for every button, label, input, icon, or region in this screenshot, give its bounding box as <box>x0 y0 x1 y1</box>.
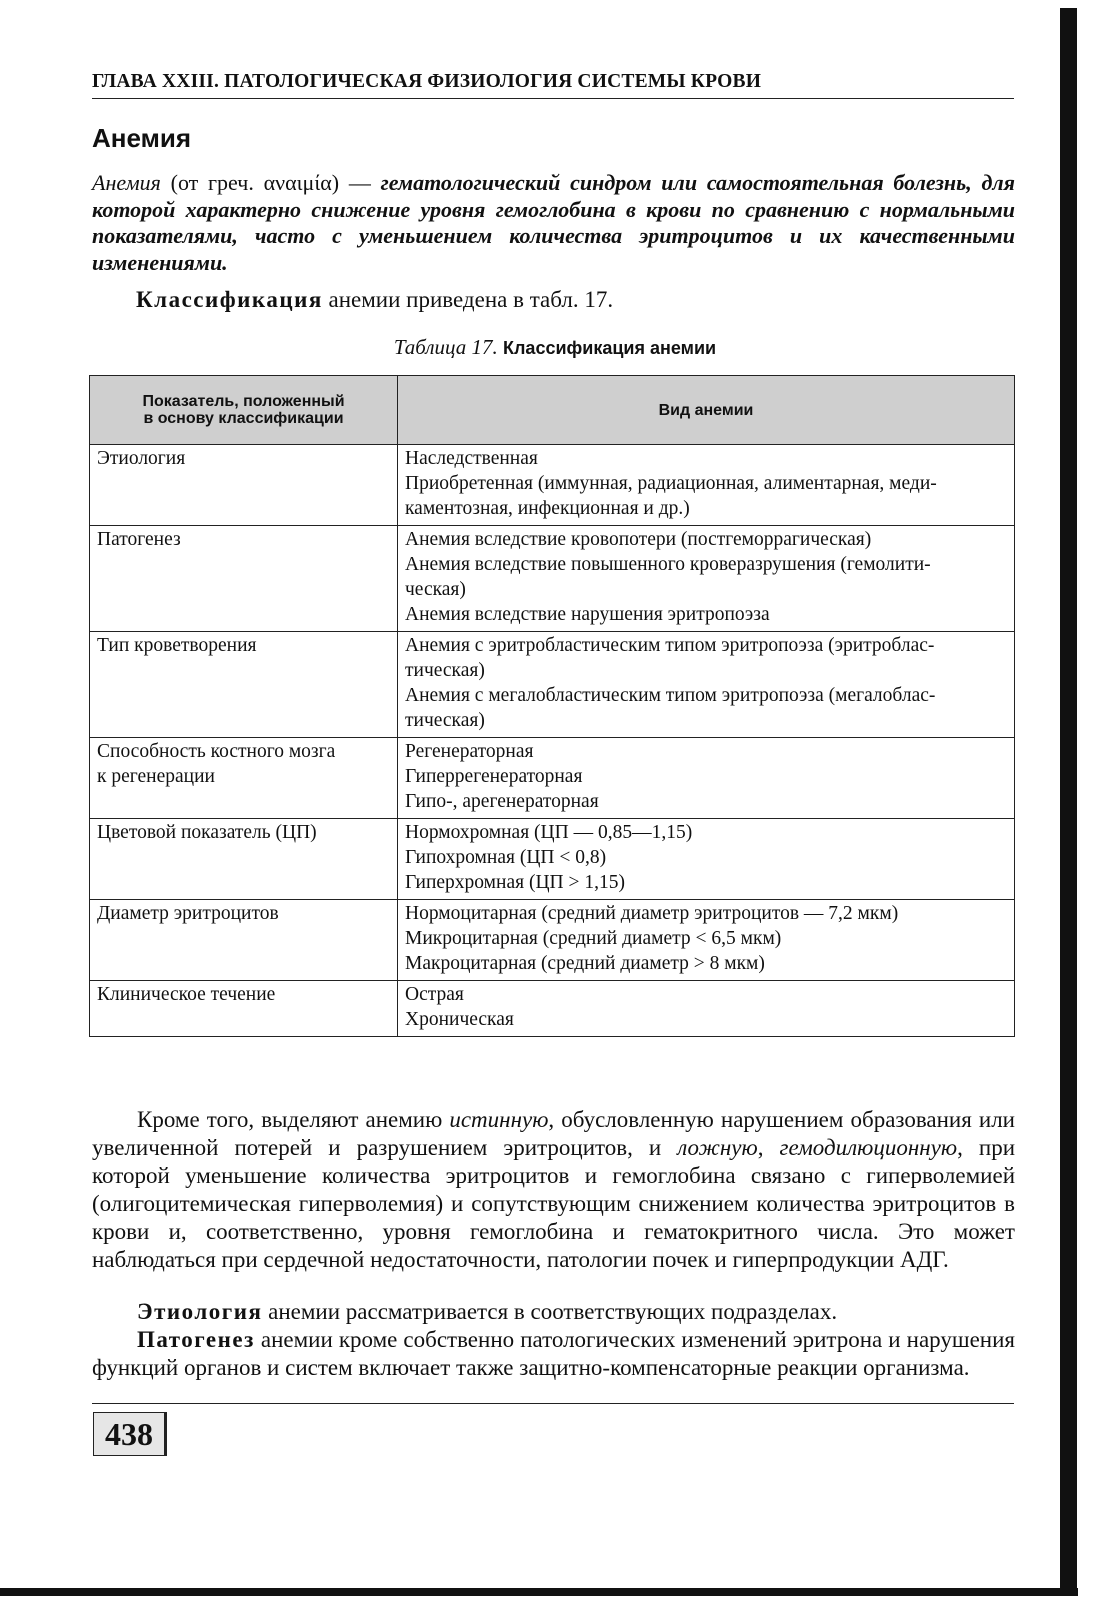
criterion-text: Патогенез <box>97 529 181 550</box>
paragraph-pathogenesis: Патогенез анемии кроме собственно патологических изменений эритрона и нарушения функций органов и систем включает также защитно-компенсаторные реакции организма. <box>92 1327 1015 1380</box>
footer-rule <box>92 1403 1014 1404</box>
criterion-text: Способность костного мозга <box>97 741 336 762</box>
classification-reference <box>136 287 613 313</box>
anemia-type-cell <box>398 738 1015 819</box>
anemia-type-text: Анемия вследствие кровопотери (постгеморрагическая) <box>405 529 872 550</box>
anemia-type-text: Хроническая <box>405 1009 514 1030</box>
anemia-type-text: Приобретенная (иммунная, радиационная, алиментарная, меди- <box>405 473 937 494</box>
anemia-type-text: Нормоцитарная (средний диаметр эритроцитов — 7,2 мкм) <box>405 903 899 924</box>
anemia-type-text: Анемия с эритробластическим типом эритропоэза (эритроблас- <box>405 635 935 656</box>
anemia-type-text: каментозная, инфекционная и др.) <box>405 498 690 519</box>
anemia-type-text: тическая) <box>405 710 485 731</box>
table-row <box>90 526 1015 632</box>
classification-rest: анемии приведена в табл. 17. <box>322 287 614 312</box>
running-header: ГЛАВА XXIII. ПАТОЛОГИЧЕСКАЯ ФИЗИОЛОГИЯ СИСТЕМЫ КРОВИ <box>92 70 1014 99</box>
anemia-type-text: Анемия вследствие повышенного кроверазрушения (гемолити- <box>405 554 931 575</box>
anemia-type-text: Острая <box>405 984 464 1005</box>
anemia-type-text: Анемия вследствие нарушения эритропоэза <box>405 604 770 625</box>
table-row <box>90 445 1015 526</box>
header-type: Вид анемии <box>398 376 1015 445</box>
criterion-text: Клиническое течение <box>97 984 276 1005</box>
anemia-type-text: Макроцитарная (средний диаметр > 8 мкм) <box>405 953 765 974</box>
paragraph-etiology: Этиология анемии рассматривается в соответствующих подразделах. <box>137 1299 838 1324</box>
definition-paragraph <box>92 170 1015 276</box>
table-caption-title: Классификация анемии <box>503 338 717 358</box>
scan-edge-bottom <box>0 1588 1078 1596</box>
table-row <box>90 632 1015 738</box>
classification-bold: Классификация <box>136 287 323 312</box>
header-criterion: Показатель, положенный в основу классификации <box>90 376 398 445</box>
criterion-text: Этиология <box>97 448 186 469</box>
table-row <box>90 981 1015 1037</box>
criterion-cell <box>90 981 398 1037</box>
anemia-type-text: Микроцитарная (средний диаметр < 6,5 мкм) <box>405 928 782 949</box>
anemia-type-text: Гиперхромная (ЦП > 1,15) <box>405 872 625 893</box>
anemia-type-text: тическая) <box>405 660 485 681</box>
page-number: 438 <box>93 1412 167 1456</box>
definition-text: гематологический синдром или самостоятельная болезнь, для которой характерно снижение уровня гемоглобина в крови по сравнению с нормальными показателями, часто с уменьшением количества эритроцитов и их качественными изменениями. <box>92 170 1015 275</box>
table-caption-label: Таблица 17. <box>393 335 498 359</box>
paragraph-false-anemia: Кроме того, выделяют анемию истинную, обусловленную нарушением образования или увеличенной потерей и разрушением эритроцитов, и ложную, гемодилюционную, при которой уменьшение количества эритроцитов и гемоглобина связано с гиперволемией (олигоцитемическая гиперволемия) и сопутствующим снижением количества эритроцитов в крови и, соответственно, уровня гемоглобина и гематокритного числа. Это может наблюдаться при сердечной недостаточности, патологии почек и гиперпродукции АДГ. <box>92 1107 1015 1272</box>
anemia-type-cell <box>398 445 1015 526</box>
criterion-text: Диаметр эритроцитов <box>97 903 279 924</box>
anemia-type-cell <box>398 632 1015 738</box>
anemia-type-cell <box>398 526 1015 632</box>
table-row <box>90 900 1015 981</box>
section-heading: Анемия <box>92 123 191 153</box>
anemia-type-text: Наследственная <box>405 448 538 469</box>
anemia-type-text: ческая) <box>405 579 466 600</box>
anemia-type-cell <box>398 981 1015 1037</box>
criterion-text: Тип кроветворения <box>97 635 257 656</box>
criterion-cell <box>90 819 398 900</box>
anemia-type-text: Гипохромная (ЦП < 0,8) <box>405 847 607 868</box>
anemia-type-text: Нормохромная (ЦП — 0,85—1,15) <box>405 822 693 843</box>
criterion-text: Цветовой показатель (ЦП) <box>97 822 317 843</box>
table-caption <box>0 335 1096 360</box>
definition-term: Анемия <box>92 170 161 195</box>
definition-origin: (от греч. αναιμία) — <box>160 170 381 195</box>
anemia-type-text: Анемия с мегалобластическим типом эритропоэза (мегалоблас- <box>405 685 936 706</box>
anemia-type-text: Регенераторная <box>405 741 534 762</box>
table-row <box>90 738 1015 819</box>
anemia-type-cell <box>398 819 1015 900</box>
classification-table <box>89 375 1015 1037</box>
anemia-type-text: Гипо-, арегенераторная <box>405 791 599 812</box>
table-row <box>90 819 1015 900</box>
criterion-text: к регенерации <box>97 766 215 787</box>
criterion-cell <box>90 738 398 819</box>
anemia-type-cell <box>398 900 1015 981</box>
criterion-cell <box>90 900 398 981</box>
scan-edge-right <box>1060 8 1077 1593</box>
criterion-cell <box>90 632 398 738</box>
criterion-cell <box>90 526 398 632</box>
anemia-type-text: Гиперрегенераторная <box>405 766 583 787</box>
criterion-cell <box>90 445 398 526</box>
table-header-row <box>90 376 1015 445</box>
